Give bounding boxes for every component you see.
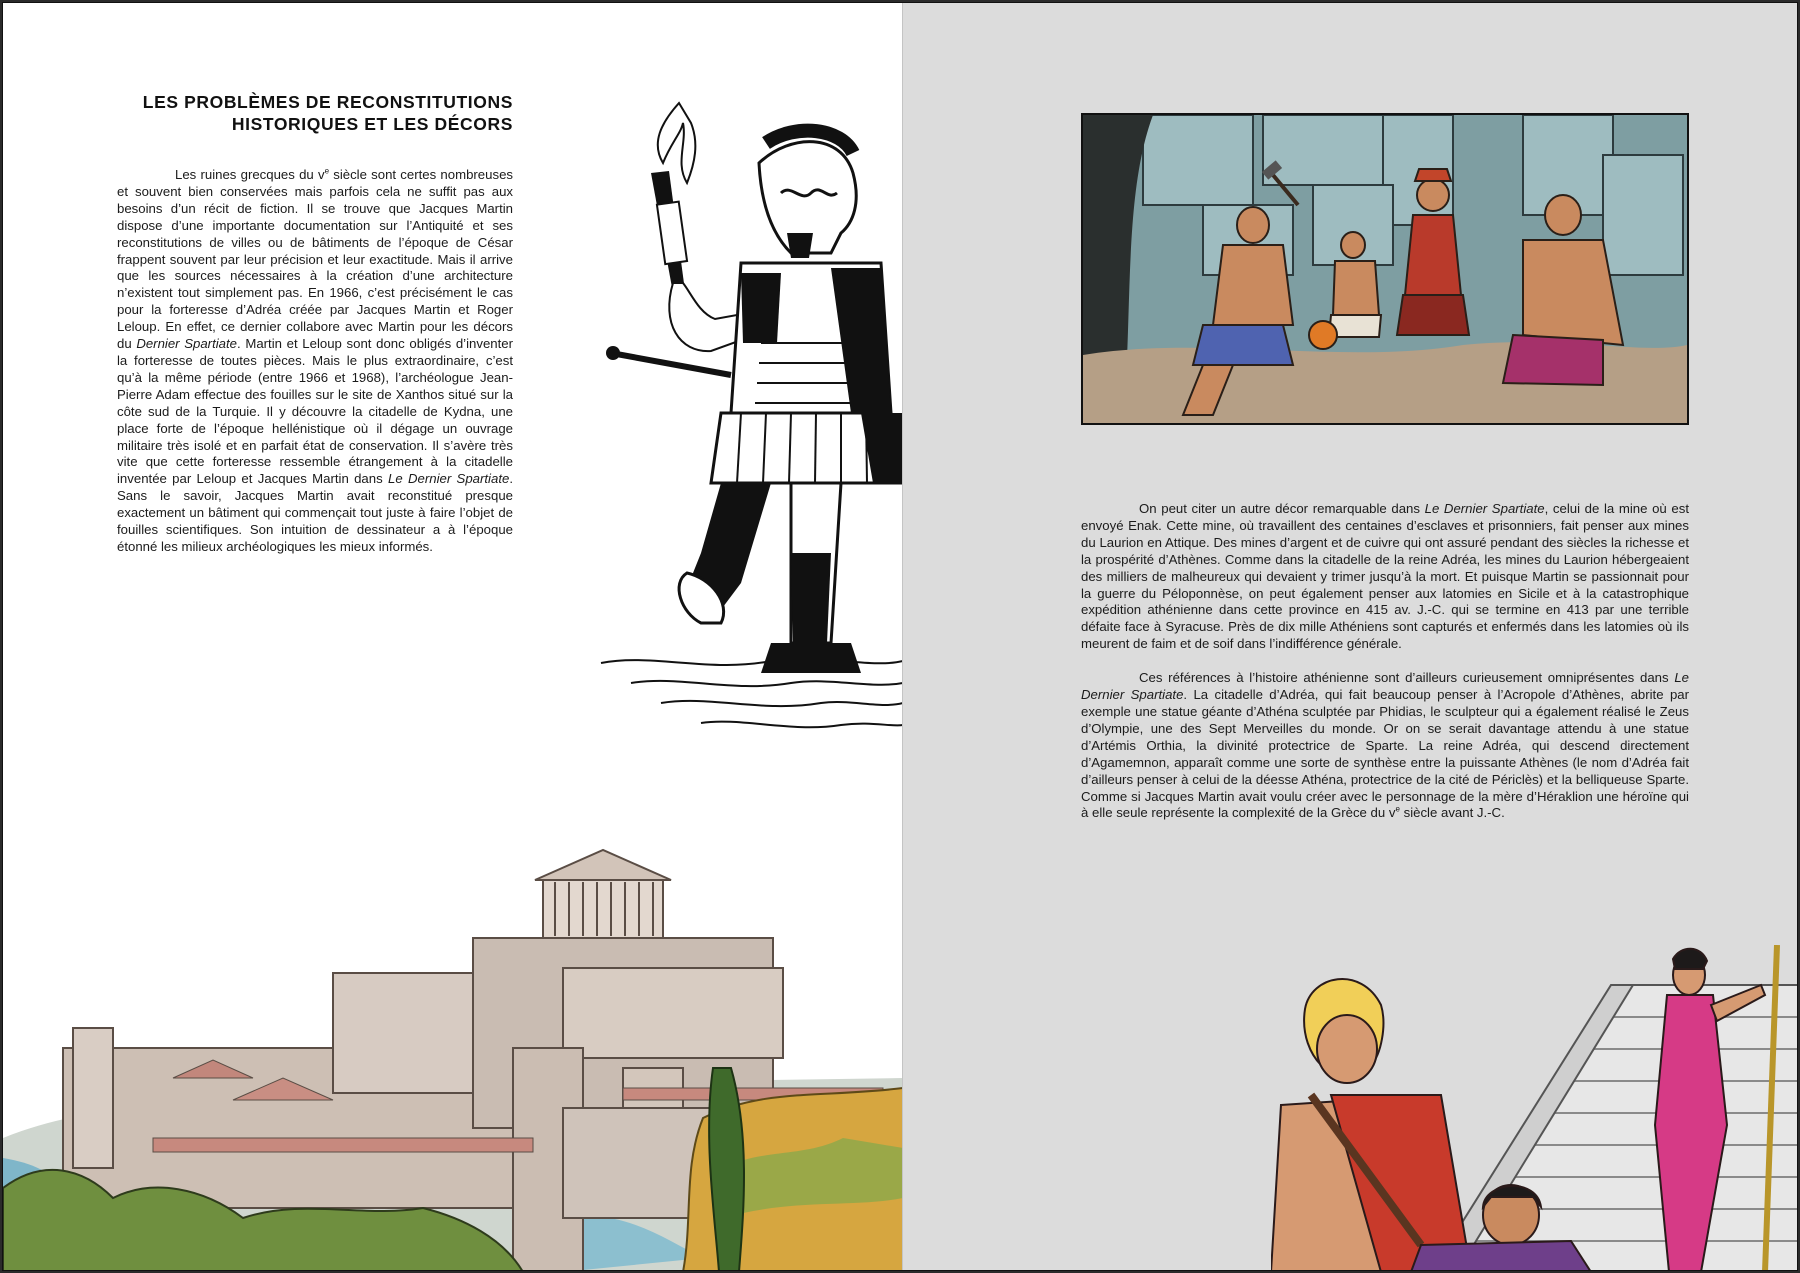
section-heading	[121, 91, 513, 135]
citadel-illustration	[3, 838, 903, 1271]
heading-line-2: HISTORIQUES ET LES DÉCORS	[231, 114, 513, 134]
superscript: e	[324, 166, 330, 176]
staircase-comic-illustration	[1271, 945, 1798, 1271]
text-run: . Martin et Leloup sont donc obligés d’inventer la forteresse de toutes pièces. Mais le plus extraordinaire, c’est qu’à la même période (entre 1966 et 1968), l’archéologue Jean-Pierre Adam effectue des fouilles sur le site de Xanthos situé sur la côte sud de la Turquie. Il y découvre la citadelle de Kydna, une place forte de l’époque hellénistique où il dégage un ouvrage militaire très isolé et en parfait état de conservation. Il s’avère très vite que cette forteresse ressemble étrangement à la citadelle inventée par Leloup et Jacques Martin dans	[117, 336, 513, 487]
left-page	[3, 3, 903, 1270]
text-run: , celui de la mine où est envoyé Enak. Cette mine, où travaillent des centaines d’esclaves et prisonniers, fait penser aux mines du Laurion en Attique. Des mines d’argent et de cuivre qui ont assuré pendant des siècles la richesse et la prospérité d’Athènes. Comme dans la citadelle de la reine Adréa, les mines du Laurion hébergeaient des milliers de malheureux qui devaient y trimer jusqu’à la mort. Et puisque Martin se passionnait pour la guerre du Péloponnèse, on peut également penser aux latomies en Sicile et à la catastrophique expédition athénienne dans cette province en 415 av. J.-C. qui se termine en 413 par une terrible défaite face à Syracuse. Près de dix mille Athéniens sont capturés et enfermés dans les latomies où ils meurent de faim et de soif dans l’indifférence générale.	[1081, 501, 1689, 652]
text-run: . La citadelle d’Adréa, qui fait beaucoup penser à l’Acropole d’Athènes, abrite par exemple une statue géante d’Athéna sculptée par Phidias, le sculpteur qui a également réalisé le Zeus d’Olympie, une des Sept Merveilles du monde. Or on se serait davantage attendu à une statue d’Artémis Orthia, la divinité protectrice de Sparte. La reine Adréa, qui descend directement d’Agamemnon, apparaît comme une sorte de synthèse entre la puissante Athènes (le nom d’Adréa fait d’ailleurs penser à celui de la déesse Athéna, protectrice de la cité de Périclès) et la belliqueuse Sparte. Comme si Jacques Martin avait voulu créer avec le personnage de la mère d’Héraklion une héroïne qui à elle seule représente la complexité de la Grèce du v	[1081, 687, 1690, 821]
text-run: . Sans le savoir, Jacques Martin avait reconstitué presque exactement un bâtiment qui commençait tout juste à faire l’objet de fouilles scientifiques. Son intuition de dessinateur a à l’époque étonné les milieux archéologiques les mieux informés.	[117, 471, 513, 554]
italic-title: Dernier Spartiate	[136, 336, 238, 352]
italic-title: Le Dernier Spartiate	[1424, 501, 1545, 516]
italic-title: Le Dernier Spartiate	[1081, 670, 1689, 703]
book-spread	[2, 2, 1798, 1271]
superscript: e	[1395, 805, 1400, 815]
heading-line-1: LES PROBLÈMES DE RECONSTITUTIONS	[142, 92, 513, 112]
right-body-paragraph-2	[1081, 670, 1689, 822]
text-run: On peut citer un autre décor remarquable dans	[1139, 501, 1425, 516]
mine-comic-panel	[1081, 113, 1689, 425]
italic-title: Le Dernier Spartiate	[388, 471, 510, 487]
left-body-paragraph	[117, 167, 513, 556]
text-run: siècle sont certes nombreuses et souvent bien conservées mais parfois cela ne suffit pas aux besoins d’un récit de fiction. Il se trouve que Jacques Martin dispose d’une importante documentation sur l’Antiquité et ses reconstitutions de villes ou de bâtiments de l’époque de César frappent souvent par leur précision et leur exactitude. Mais il arrive que les sources nécessaires à la création d’une architecture n’existent tout simplement pas. En 1966, c’est précisément le cas pour la forteresse d’Adréa créée par Jacques Martin et Roger Leloup. En effet, ce dernier collabore avec Martin pour les décors du	[117, 167, 513, 352]
right-body-paragraph-1	[1081, 501, 1689, 653]
text-run: siècle avant J.-C.	[1399, 805, 1505, 821]
text-run: Les ruines grecques du v	[175, 167, 325, 182]
hoplite-illustration	[591, 83, 903, 743]
right-body-text	[1081, 501, 1689, 822]
text-run: Ces références à l’histoire athénienne sont d’ailleurs curieusement omniprésentes dans	[1139, 670, 1675, 686]
